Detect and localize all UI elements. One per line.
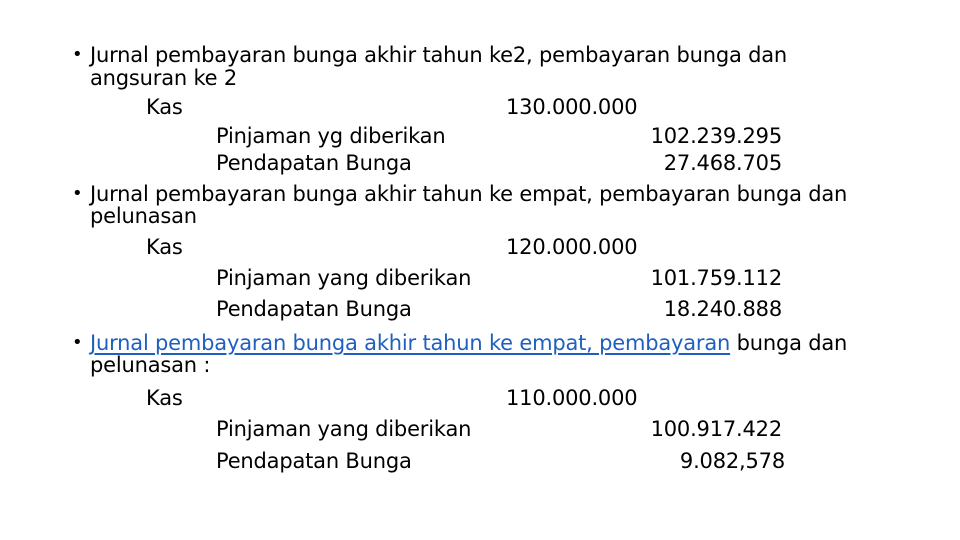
entry-3-heading-cont: pelunasan : [90, 353, 211, 377]
entry-3-debit-account: Kas [146, 386, 183, 410]
entry-2-credit-2-account: Pendapatan Bunga [216, 297, 412, 321]
entry-2-credit-1-account: Pinjaman yang diberikan [216, 266, 472, 290]
bullet-icon: • [72, 332, 83, 353]
entry-3-credit-2-amount: 9.082,578 [679, 449, 785, 473]
entry-2-credit-2-amount: 18.240.888 [663, 297, 782, 321]
entry-1-credit-2-amount: 27.468.705 [663, 151, 782, 175]
entry-2-credit-1-amount: 101.759.112 [650, 266, 782, 290]
entry-2-heading-cont: pelunasan [90, 204, 197, 228]
entry-3-credit-2-account: Pendapatan Bunga [216, 449, 412, 473]
bullet-icon: • [72, 44, 83, 65]
entry-2-debit-amount: 120.000.000 [506, 235, 638, 259]
entry-3-credit-1-amount: 100.917.422 [650, 417, 782, 441]
entry-1-heading: Jurnal pembayaran bunga akhir tahun ke2, pembayaran bunga dan [90, 43, 788, 67]
entry-2-debit-account: Kas [146, 235, 183, 259]
entry-1-credit-1-account: Pinjaman yg diberikan [216, 124, 446, 148]
entry-1-credit-2-account: Pendapatan Bunga [216, 151, 412, 175]
entry-1-credit-1-amount: 102.239.295 [650, 124, 782, 148]
entry-3-credit-1-account: Pinjaman yang diberikan [216, 417, 472, 441]
entry-1-heading-cont: angsuran ke 2 [90, 66, 238, 90]
entry-3-debit-amount: 110.000.000 [506, 386, 638, 410]
entry-1-debit-account: Kas [146, 95, 183, 119]
entry-3-heading-rest: bunga dan [730, 331, 848, 355]
bullet-icon: • [72, 183, 83, 204]
entry-2-heading: Jurnal pembayaran bunga akhir tahun ke empat, pembayaran bunga dan [90, 182, 848, 206]
entry-3-heading-link[interactable]: Jurnal pembayaran bunga akhir tahun ke empat, pembayaran [90, 331, 731, 355]
entry-3-heading [90, 331, 847, 355]
entry-1-debit-amount: 130.000.000 [506, 95, 638, 119]
